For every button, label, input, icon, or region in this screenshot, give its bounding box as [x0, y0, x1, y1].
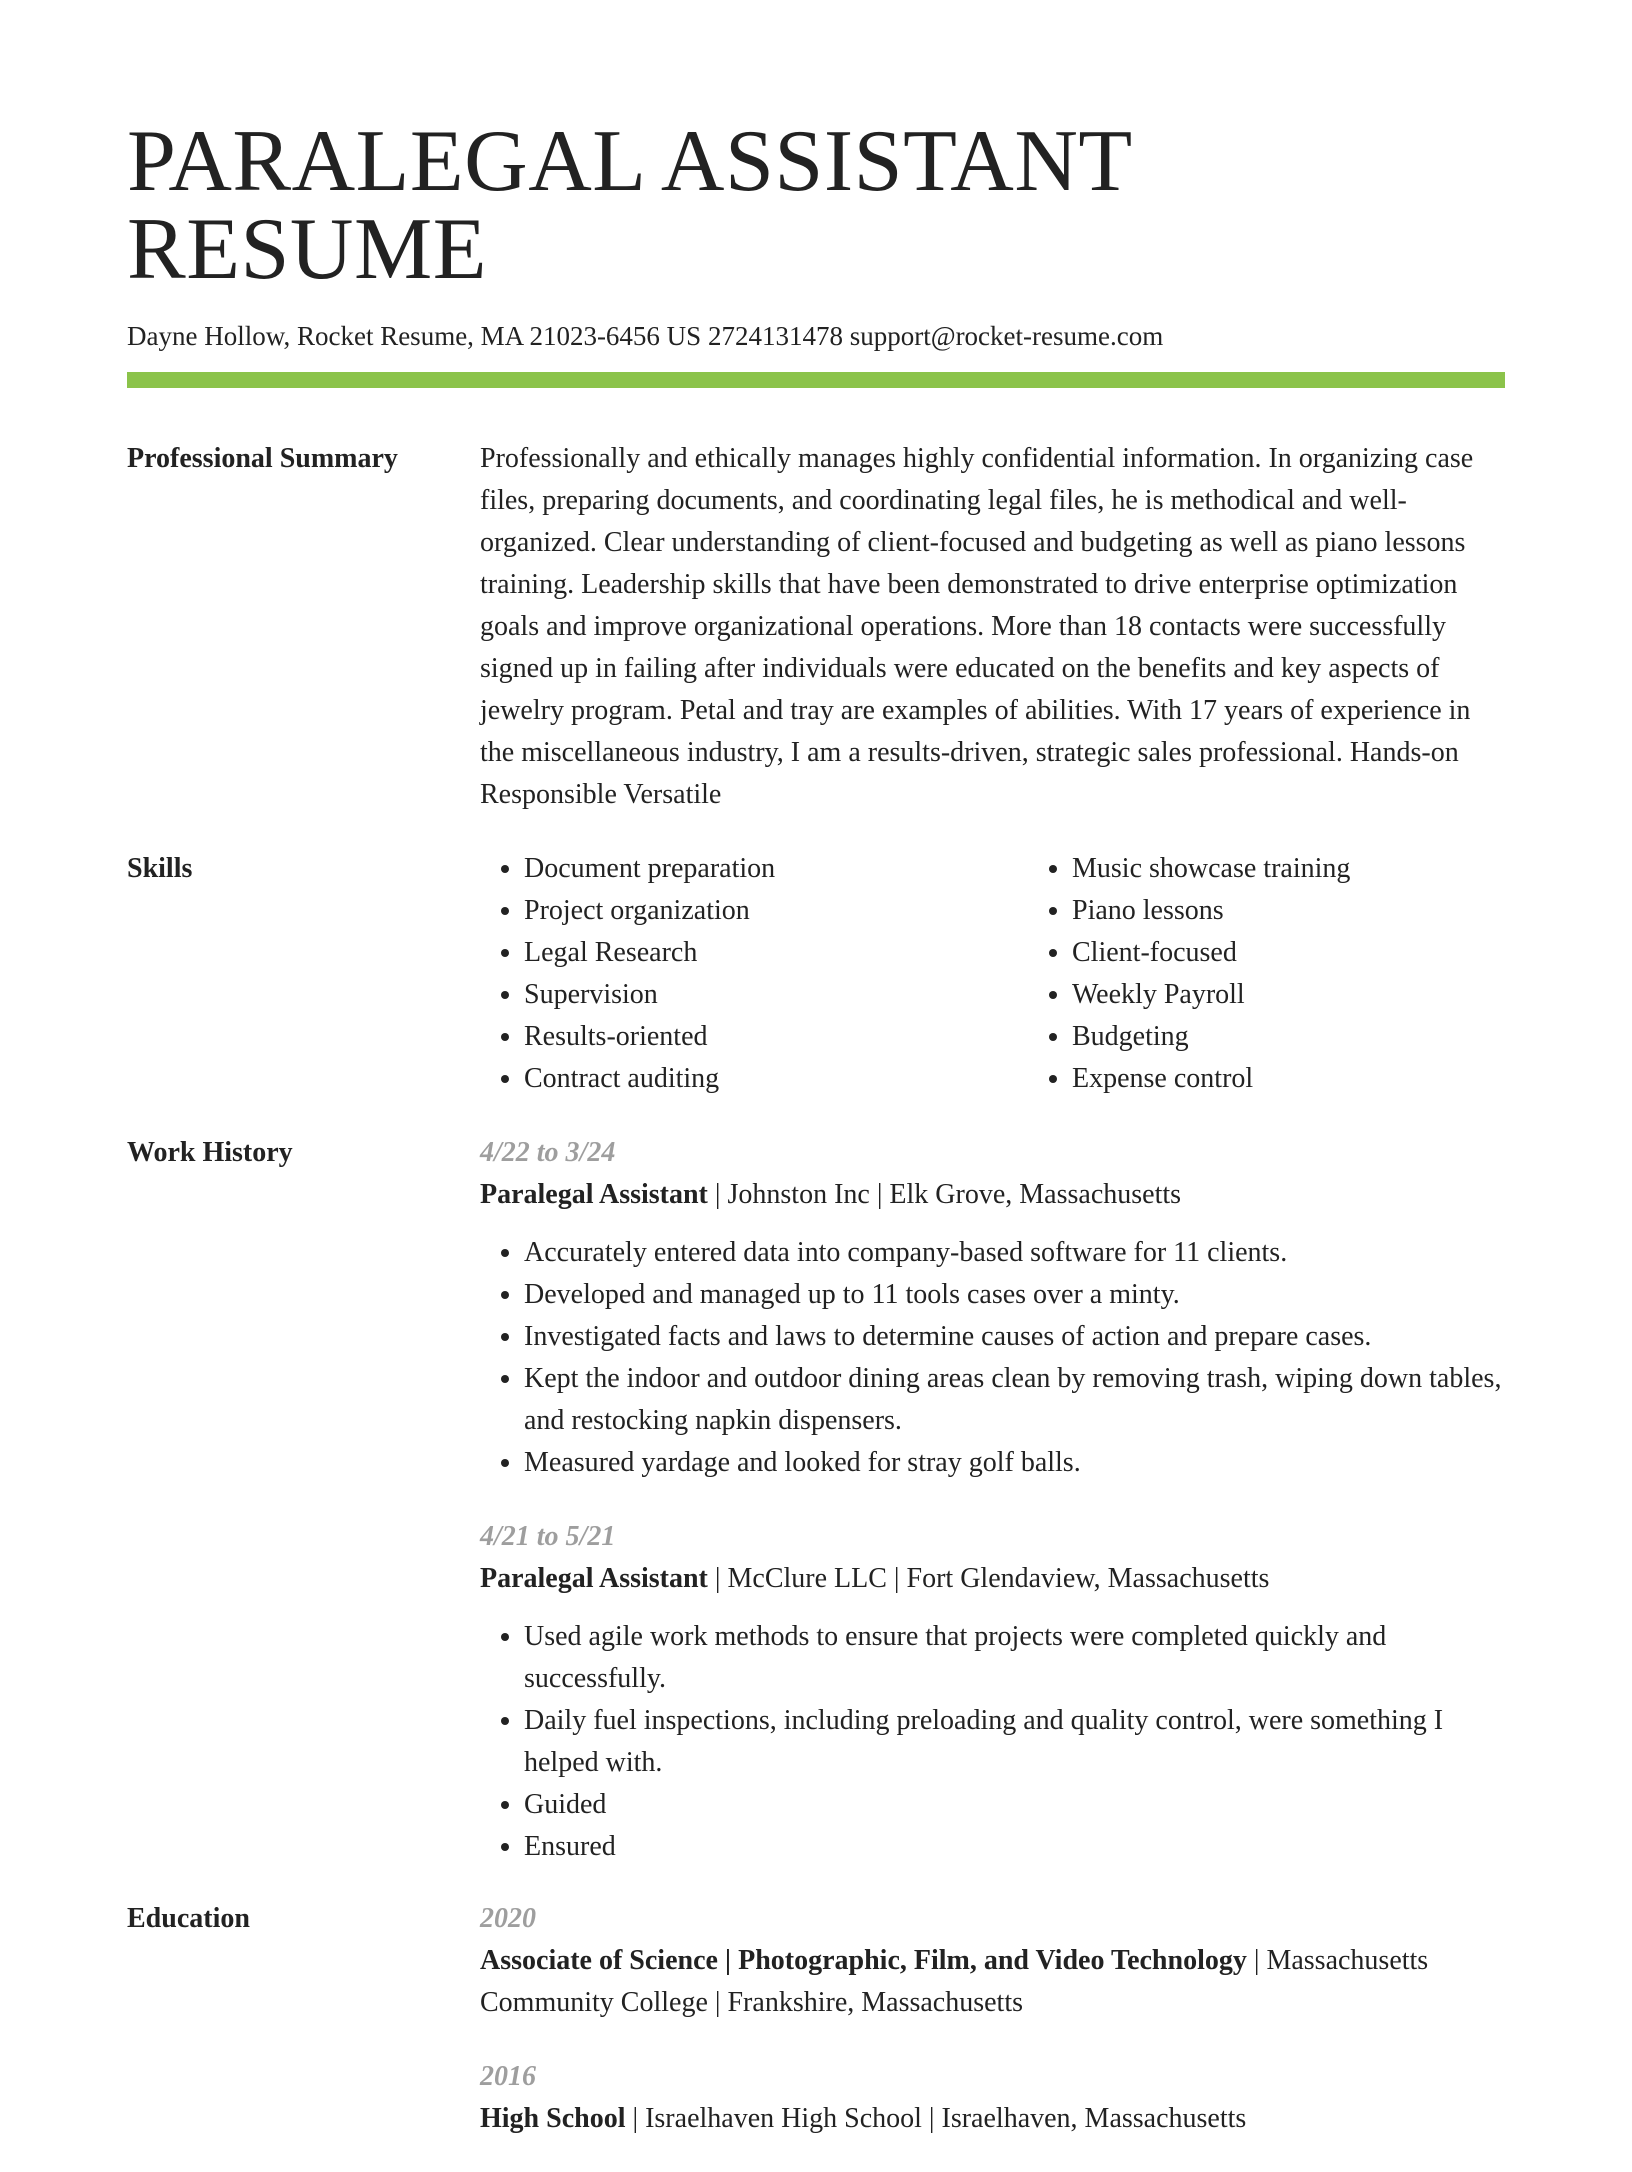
job-bullet: • Investigated facts and laws to determine causes of action and prepare cases. — [524, 1316, 1505, 1358]
job-bullet: • Used agile work methods to ensure that projects were completed quickly and successfully. — [524, 1616, 1505, 1700]
job-date: 4/22 to 3/24 — [480, 1137, 616, 1169]
job-bullet: • Ensured — [524, 1826, 1505, 1868]
education-details: | Israelhaven High School | Israelhaven, Massachusetts — [625, 2103, 1247, 2135]
education-degree: High School — [480, 2103, 626, 2135]
contact-line: Dayne Hollow, Rocket Resume, MA 21023-6456 US 2724131478 support@rocket-resume.com — [127, 321, 1164, 351]
job-title: Paralegal Assistant — [480, 1179, 708, 1211]
education-date: 2020 — [480, 1903, 536, 1935]
section-label: Work History — [127, 1137, 293, 1169]
job-details: | Johnston Inc | Elk Grove, Massachusetts — [707, 1179, 1182, 1211]
job-entry — [480, 1132, 1505, 1484]
job-date: 4/21 to 5/21 — [480, 1521, 616, 1553]
skill-item: • Weekly Payroll — [1072, 974, 1576, 1016]
job-bullet: • Accurately entered data into company-based software for 11 clients. — [524, 1232, 1505, 1274]
job-bullets — [480, 1232, 1505, 1484]
job-title: Paralegal Assistant — [480, 1563, 708, 1595]
section-label: Education — [127, 1903, 250, 1935]
skill-item: • Document preparation — [524, 848, 1028, 890]
job-entry — [480, 1516, 1505, 1868]
skill-item: • Budgeting — [1072, 1016, 1576, 1058]
skill-item: • Contract auditing — [524, 1058, 1028, 1100]
job-bullet: • Measured yardage and looked for stray golf balls. — [524, 1442, 1505, 1484]
job-bullets — [480, 1616, 1505, 1868]
job-line — [480, 1174, 1505, 1216]
skill-item: • Client-focused — [1072, 932, 1576, 974]
education-line — [480, 2098, 1505, 2140]
job-bullet: • Daily fuel inspections, including preloading and quality control, were something I helped with. — [524, 1700, 1505, 1784]
job-bullet: • Guided — [524, 1784, 1505, 1826]
job-line — [480, 1558, 1505, 1600]
education-line — [480, 1940, 1505, 2024]
work-history-section — [127, 1132, 1505, 1868]
skills-list-left — [480, 848, 1028, 1100]
skills-section — [127, 848, 1505, 1100]
education-entry — [480, 1898, 1505, 2024]
job-bullet: • Kept the indoor and outdoor dining areas clean by removing trash, wiping down tables, and restocking napkin dispensers. — [524, 1358, 1505, 1442]
education-entry — [480, 2056, 1505, 2140]
education-date: 2016 — [480, 2061, 536, 2093]
summary-text: Professionally and ethically manages highly confidential information. In organizing case files, preparing documents, and coordinating legal files, he is methodical and well-organized. Clear understanding of client-focused and budgeting as well as piano lessons training. Leadership skills that have been demonstrated to drive enterprise optimization goals and improve organizational operations. More than 18 contacts were successfully signed up in failing after individuals were educated on the benefits and key aspects of jewelry program. Petal and tray are examples of abilities. With 17 years of experience in the miscellaneous industry, I am a results-driven, strategic sales professional. Hands-on Responsible Versatile — [480, 443, 1474, 811]
education-details: | Massachusetts Community College | Frankshire, Massachusetts — [480, 1945, 1429, 2019]
resume-title: PARALEGAL ASSISTANT RESUME — [127, 113, 1132, 298]
skill-item: • Project organization — [524, 890, 1028, 932]
job-bullet: • Developed and managed up to 11 tools cases over a minty. — [524, 1274, 1505, 1316]
skills-list-right — [1028, 848, 1576, 1100]
skill-item: • Legal Research — [524, 932, 1028, 974]
education-section — [127, 1898, 1505, 2172]
skill-item: • Expense control — [1072, 1058, 1576, 1100]
education-degree: Associate of Science | Photographic, Film, and Video Technology — [480, 1945, 1247, 1977]
skill-item: • Supervision — [524, 974, 1028, 1016]
skill-item: • Results-oriented — [524, 1016, 1028, 1058]
skill-item: • Music showcase training — [1072, 848, 1576, 890]
skill-item: • Piano lessons — [1072, 890, 1576, 932]
section-label: Skills — [127, 853, 193, 885]
summary-section — [127, 438, 1505, 816]
job-details: | McClure LLC | Fort Glendaview, Massachusetts — [707, 1563, 1270, 1595]
section-label: Professional Summary — [127, 443, 398, 475]
accent-divider — [127, 372, 1505, 388]
